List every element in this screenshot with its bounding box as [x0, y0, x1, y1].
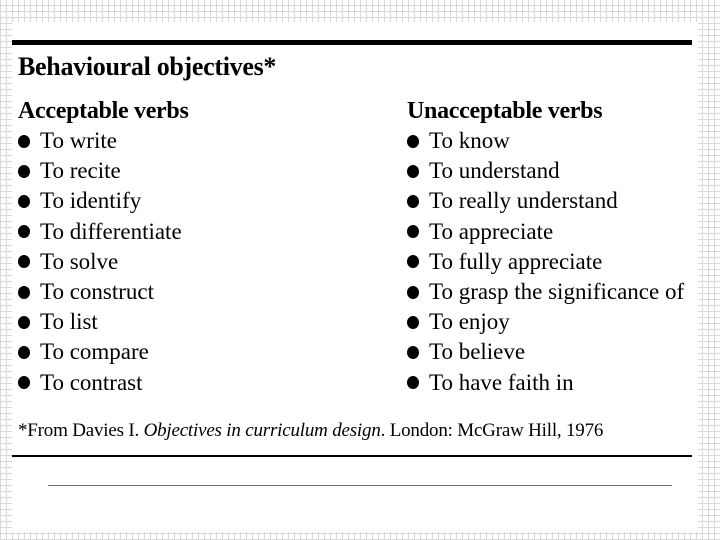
list-item: [18, 307, 189, 337]
unacceptable-verbs-column: [407, 96, 684, 398]
bullet-icon: [18, 135, 30, 148]
verb-label: To compare: [40, 339, 149, 365]
verb-label: To understand: [429, 158, 560, 184]
footnote-book-title: Objectives in curriculum design: [143, 420, 381, 441]
verb-label: To fully appreciate: [429, 248, 603, 274]
verb-label: To grasp the significance of: [429, 279, 685, 305]
acceptable-verbs-title: Acceptable verbs: [18, 98, 189, 124]
verb-label: To appreciate: [429, 218, 554, 244]
list-item: [18, 337, 189, 367]
verb-label: To contrast: [40, 369, 143, 395]
bullet-icon: [407, 225, 419, 238]
bullet-icon: [407, 165, 419, 178]
list-item: [18, 126, 189, 156]
verb-label: To enjoy: [429, 309, 510, 335]
verb-label: To differentiate: [40, 218, 182, 244]
list-item: [407, 368, 684, 398]
bullet-icon: [18, 346, 30, 359]
bullet-icon: [18, 165, 30, 178]
source-footnote: [18, 420, 603, 442]
list-item: [407, 277, 684, 307]
verb-label: To know: [429, 128, 510, 154]
bullet-icon: [18, 195, 30, 208]
list-item: [407, 337, 684, 367]
bullet-icon: [18, 286, 30, 299]
list-item: [407, 156, 684, 186]
unacceptable-verbs-list: [407, 126, 684, 398]
bullet-icon: [18, 316, 30, 329]
verb-label: To really understand: [429, 188, 618, 214]
bullet-icon: [407, 195, 419, 208]
footnote-prefix: *From Davies I.: [18, 420, 144, 441]
bullet-icon: [407, 135, 419, 148]
list-item: [18, 247, 189, 277]
bullet-icon: [407, 255, 419, 268]
list-item: [407, 307, 684, 337]
verb-label: To solve: [40, 248, 119, 274]
bullet-icon: [407, 286, 419, 299]
list-item: [18, 156, 189, 186]
bullet-icon: [407, 316, 419, 329]
list-item: [18, 277, 189, 307]
verb-label: To believe: [429, 339, 526, 365]
bullet-icon: [18, 376, 30, 389]
list-item: [407, 247, 684, 277]
bullet-icon: [18, 255, 30, 268]
bullet-icon: [18, 225, 30, 238]
verb-label: To identify: [40, 188, 142, 214]
footer-accent-rule: [48, 485, 672, 486]
acceptable-verbs-list: [18, 126, 189, 398]
bullet-icon: [407, 346, 419, 359]
list-item: [18, 186, 189, 216]
list-item: [407, 217, 684, 247]
top-rule: [12, 40, 692, 45]
verb-label: To recite: [40, 158, 121, 184]
list-item: [407, 126, 684, 156]
verb-label: To have faith in: [429, 369, 574, 395]
bottom-rule: [12, 455, 692, 457]
unacceptable-verbs-title: Unacceptable verbs: [407, 98, 603, 124]
verb-label: To write: [40, 128, 117, 154]
acceptable-verbs-column: [18, 96, 189, 398]
footnote-suffix: . London: McGraw Hill, 1976: [380, 420, 604, 441]
verb-label: To list: [40, 309, 98, 335]
verb-label: To construct: [40, 279, 155, 305]
list-item: [18, 368, 189, 398]
list-item: [407, 186, 684, 216]
bullet-icon: [407, 376, 419, 389]
box-heading: Behavioural objectives*: [18, 52, 277, 81]
list-item: [18, 217, 189, 247]
